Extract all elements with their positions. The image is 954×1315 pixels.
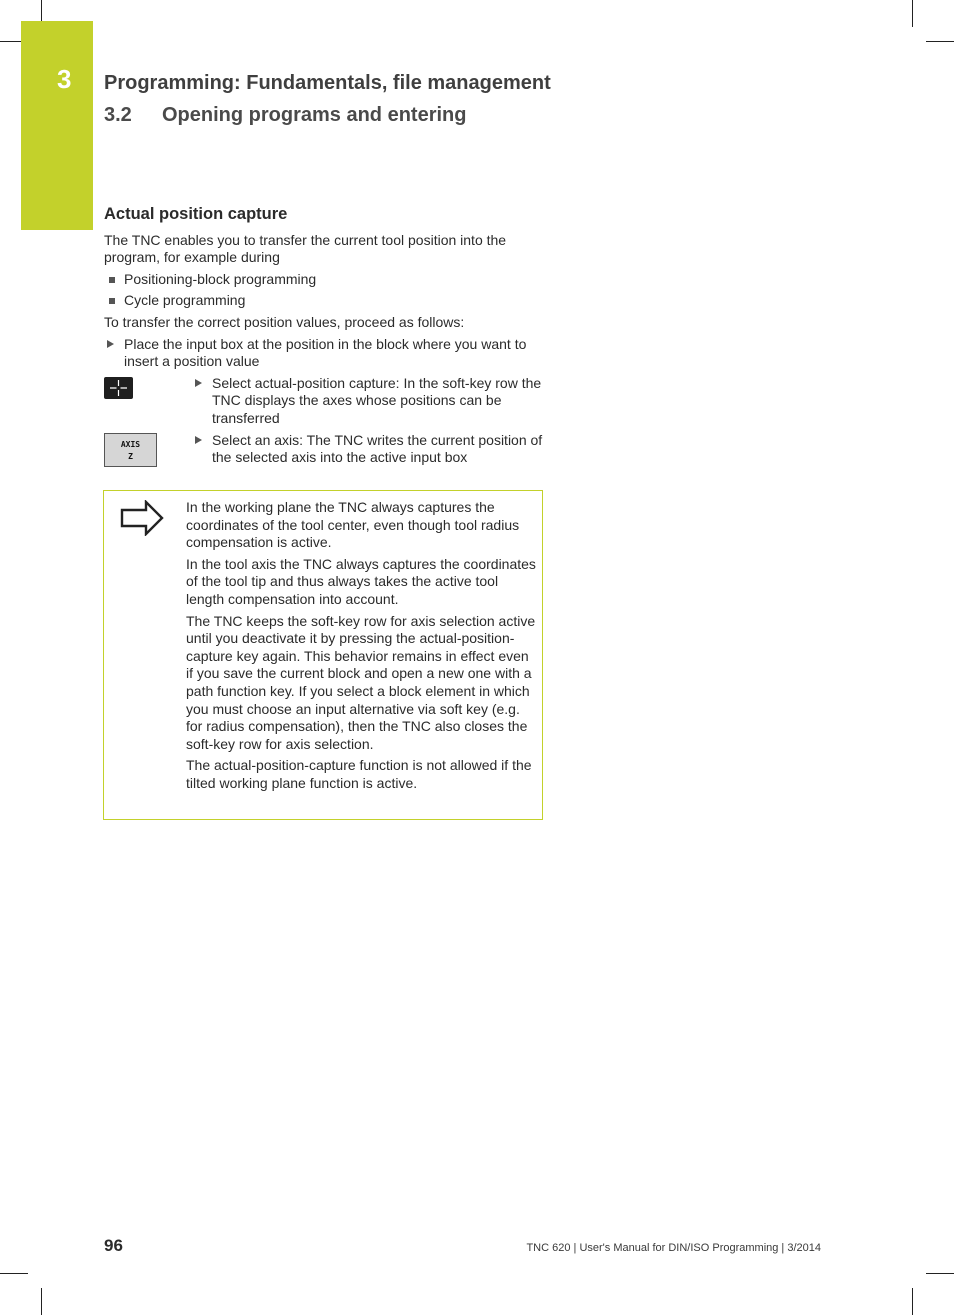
note-paragraph: In the tool axis the TNC always captures the coordinates of the tool tip and thus always takes the active tool length compensation into account. xyxy=(186,555,536,607)
crop-mark xyxy=(912,1288,913,1315)
note-paragraph: In the working plane the TNC always captures the coordinates of the tool center, even though tool radius compensation is active. xyxy=(186,499,520,551)
crop-mark xyxy=(926,41,954,42)
step-item: Place the input box at the position in the block where you want to insert a position value xyxy=(104,336,544,371)
chapter-number: 3 xyxy=(57,64,72,94)
crop-mark xyxy=(41,1288,42,1315)
footer-text: TNC 620 | User's Manual for DIN/ISO Programming | 3/2014 xyxy=(526,1242,821,1254)
proceed-paragraph: To transfer the correct position values, proceed as follows: xyxy=(104,313,465,330)
section-title-text: Opening programs and entering xyxy=(162,104,467,126)
chapter-title: Programming: Fundamentals, file management xyxy=(104,72,551,94)
crop-mark xyxy=(926,1273,954,1274)
main-content xyxy=(104,206,544,476)
section-number: 3.2 xyxy=(104,104,132,126)
page-number: 96 xyxy=(104,1236,123,1255)
step-item: Select an axis: The TNC writes the current position of the selected axis into the active input box xyxy=(192,432,544,467)
key-row-axis xyxy=(104,432,544,472)
key-row-capture xyxy=(104,375,544,428)
list-item: Positioning-block programming xyxy=(104,271,544,289)
step-arrow-icon xyxy=(107,340,114,348)
step-arrow-icon xyxy=(195,436,202,444)
note-box xyxy=(103,490,543,820)
section-heading: Actual position capture xyxy=(104,205,288,223)
actual-position-capture-key[interactable] xyxy=(104,377,133,399)
crop-mark xyxy=(912,0,913,27)
section-title xyxy=(104,104,466,127)
step-arrow-icon xyxy=(195,379,202,387)
bullet-square-icon xyxy=(109,277,115,283)
crosshair-icon xyxy=(104,377,133,399)
note-paragraph: The TNC keeps the soft-key row for axis selection active until you deactivate it by pressing the actual-position-capture key again. This behavior remains in effect even if you save the current block and open a new one with a path function key. If you select a block element in which you must choose an input alternative via soft key (e.g. for radius compensation), then the TNC also closes the soft-key row for axis selection. xyxy=(186,612,536,752)
bullet-square-icon xyxy=(109,298,115,304)
note-text xyxy=(186,499,538,797)
note-arrow-icon xyxy=(120,500,164,541)
crop-mark xyxy=(0,1273,28,1274)
intro-paragraph: The TNC enables you to transfer the current tool position into the program, for example during xyxy=(104,231,507,266)
list-item: Cycle programming xyxy=(104,292,544,310)
note-paragraph: The actual-position-capture function is not allowed if the tilted working plane function is active. xyxy=(186,757,532,791)
step-item: Select actual-position capture: In the soft-key row the TNC displays the axes whose positions can be transferred xyxy=(192,375,544,428)
axis-z-softkey[interactable]: AXIS Z xyxy=(104,433,157,467)
chapter-tab xyxy=(21,21,93,230)
